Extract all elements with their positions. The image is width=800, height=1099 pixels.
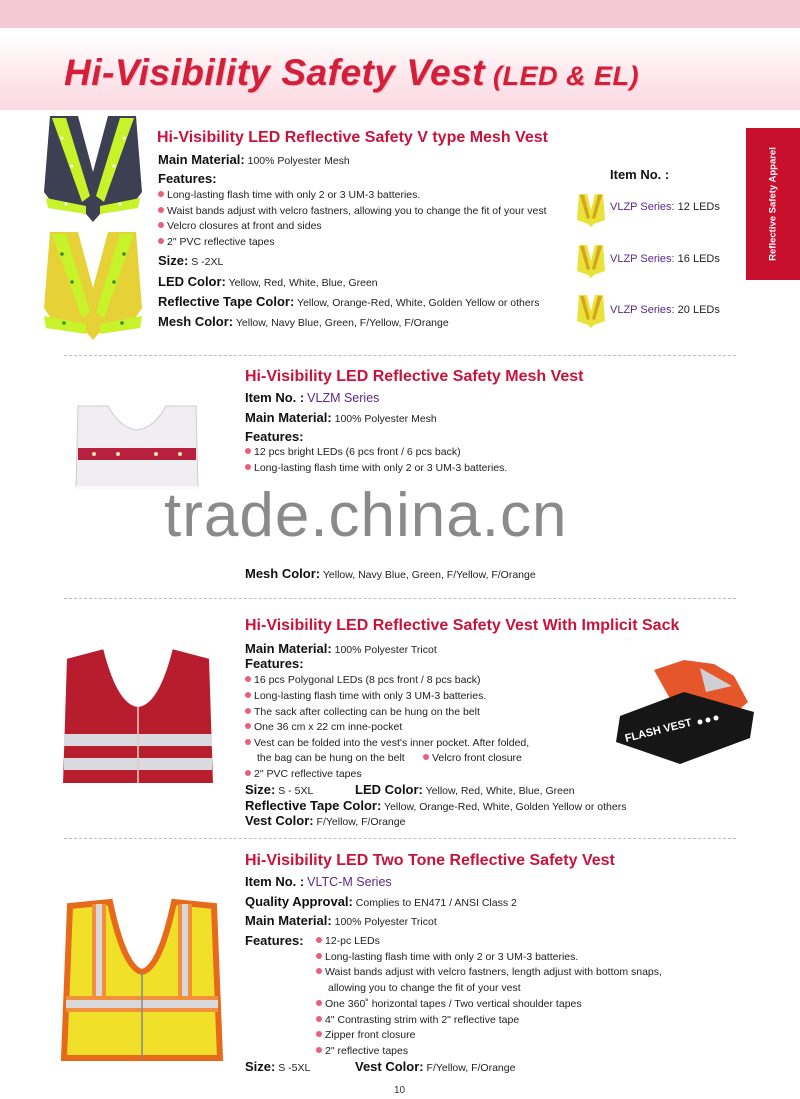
v-type-navy-vest-image	[38, 112, 148, 230]
page-subtitle: (LED & EL)	[493, 61, 639, 91]
product-3-features-label: Features:	[245, 656, 304, 671]
product-4-feature: Zipper front closure	[316, 1029, 415, 1041]
product-4-size: Size: S -5XL	[245, 1059, 311, 1074]
product-1-mesh-color: Mesh Color: Yellow, Navy Blue, Green, F/Yellow, F/Orange	[158, 314, 449, 329]
product-1-feature: Velcro closures at front and sides	[158, 220, 322, 232]
product-2-material: Main Material: 100% Polyester Mesh	[245, 410, 437, 425]
product-1-material: Main Material: 100% Polyester Mesh	[158, 152, 350, 167]
product-3-feature: Long-lasting flash time with only 3 UM-3 batteries.	[245, 690, 486, 702]
product-4-feature: Waist bands adjust with velcro fastners, length adjust with bottom snaps,	[316, 966, 662, 978]
watermark	[0, 470, 800, 560]
vlzp-20-vest-thumbnail	[576, 293, 606, 329]
product-3-title: Hi-Visibility LED Reflective Safety Vest With Implicit Sack	[245, 617, 680, 634]
page-title	[64, 52, 639, 94]
top-color-band	[0, 0, 800, 28]
product-3-feature: Velcro front closure	[423, 752, 522, 764]
product-2-features-label: Features:	[245, 429, 304, 444]
series-row-1: VLZP Series: 12 LEDs	[610, 201, 720, 213]
section-divider	[64, 355, 736, 356]
series-row-2: VLZP Series: 16 LEDs	[610, 253, 720, 265]
product-2-mesh-color: Mesh Color: Yellow, Navy Blue, Green, F/Yellow, F/Orange	[245, 566, 536, 581]
section-divider	[64, 838, 736, 839]
product-1-led-color: LED Color: Yellow, Red, White, Blue, Green	[158, 274, 378, 289]
product-3-feature: 2" PVC reflective tapes	[245, 768, 362, 780]
product-3-vest-color: Vest Color: F/Yellow, F/Orange	[245, 813, 406, 828]
product-4-features-label: Features:	[245, 933, 304, 948]
product-4-material: Main Material: 100% Polyester Tricot	[245, 913, 437, 928]
product-4-feature: 4" Contrasting strim with 2" reflective tape	[316, 1014, 519, 1026]
page-title-text: Hi-Visibility Safety Vest	[64, 52, 485, 93]
product-1-title: Hi-Visibility LED Reflective Safety V type Mesh Vest	[157, 129, 548, 146]
product-1-feature: 2" PVC reflective tapes	[158, 236, 275, 248]
side-tab-label: Reflective Safety Apparel	[767, 147, 779, 261]
product-4-feature: 2" reflective tapes	[316, 1045, 408, 1057]
category-side-tab	[746, 128, 800, 280]
product-3-size: Size: S - 5XL	[245, 782, 314, 797]
vlzp-12-vest-thumbnail	[576, 192, 606, 228]
implicit-sack-image	[614, 656, 760, 768]
vlzp-16-vest-thumbnail	[576, 243, 606, 279]
product-4-quality: Quality Approval: Complies to EN471 / ANSI Class 2	[245, 894, 517, 909]
product-1-size: Size: S -2XL	[158, 253, 224, 268]
page-number: 10	[394, 1085, 406, 1096]
v-type-yellow-vest-image	[38, 228, 148, 346]
two-tone-vest-image	[60, 898, 224, 1066]
section-divider	[64, 598, 736, 599]
product-3-material: Main Material: 100% Polyester Tricot	[245, 641, 437, 656]
product-4-item-no: Item No. : VLTC-M Series	[245, 874, 392, 889]
product-4-title: Hi-Visibility LED Two Tone Reflective Safety Vest	[245, 852, 615, 869]
product-1-feature: Long-lasting flash time with only 2 or 3 UM-3 batteries.	[158, 189, 420, 201]
product-4-feature: Long-lasting flash time with only 2 or 3 UM-3 batteries.	[316, 951, 578, 963]
product-4-feature: allowing you to change the fit of your vest	[328, 982, 521, 994]
product-4-feature: One 360˚ horizontal tapes / Two vertical shoulder tapes	[316, 998, 582, 1010]
product-3-feature: Vest can be folded into the vest's inner pocket. After folded,	[245, 737, 529, 749]
product-3-tape-color: Reflective Tape Color: Yellow, Orange-Red, White, Golden Yellow or others	[245, 798, 627, 813]
product-4-vest-color: Vest Color: F/Yellow, F/Orange	[355, 1059, 516, 1074]
product-2-feature: 12 pcs bright LEDs (6 pcs front / 6 pcs back)	[245, 446, 461, 458]
red-vest-image	[58, 644, 218, 790]
product-3-feature: the bag can be hung on the belt	[257, 752, 405, 764]
product-2-feature: Long-lasting flash time with only 2 or 3 UM-3 batteries.	[245, 462, 507, 474]
product-3-feature: 16 pcs Polygonal LEDs (8 pcs front / 8 pcs back)	[245, 674, 480, 686]
product-3-led-color: LED Color: Yellow, Red, White, Blue, Green	[355, 782, 575, 797]
product-2-title: Hi-Visibility LED Reflective Safety Mesh Vest	[245, 368, 584, 385]
sack-brand-text: FLASH VEST	[623, 716, 694, 745]
watermark-text: trade.china.cn	[164, 481, 568, 550]
product-4-feature: 12-pc LEDs	[316, 935, 380, 947]
product-1-feature: Waist bands adjust with velcro fastners, allowing you to change the fit of your vest	[158, 205, 547, 217]
product-2-item-no: Item No. : VLZM Series	[245, 390, 380, 405]
product-1-tape-color: Reflective Tape Color: Yellow, Orange-Red, White, Golden Yellow or others	[158, 294, 540, 309]
product-1-item-no-label: Item No. :	[610, 167, 670, 182]
series-row-3: VLZP Series: 20 LEDs	[610, 304, 720, 316]
product-3-feature: One 36 cm x 22 cm inne-pocket	[245, 721, 402, 733]
product-3-feature: The sack after collecting can be hung on the belt	[245, 706, 480, 718]
product-1-features-label: Features:	[158, 171, 217, 186]
